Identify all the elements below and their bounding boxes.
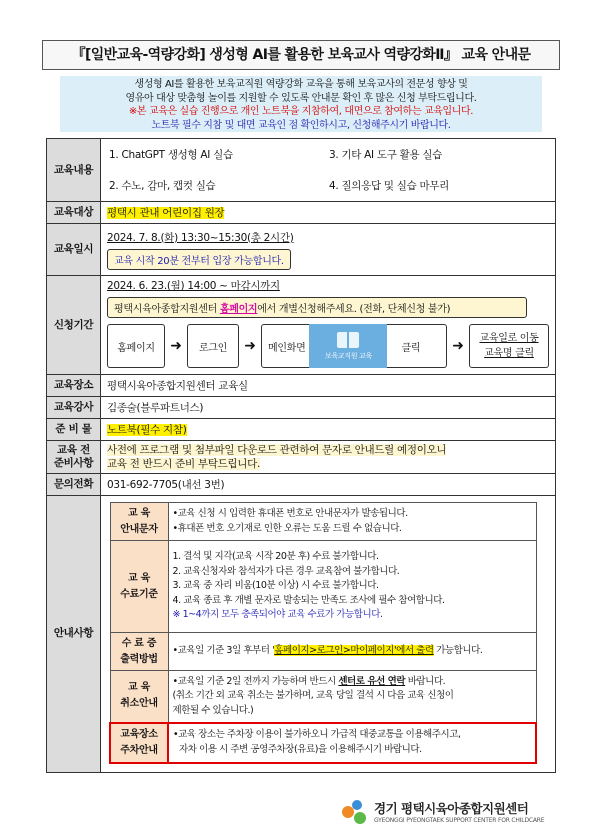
prep-line-1-text: 사전에 프로그램 및 첨부파일 다운로드 관련하여 문자로 안내드릴 예정이오니 [107,444,447,456]
content-item-2: 2. 수노, 감마, 캡컷 실습 [109,180,216,192]
notice-sms [110,503,536,541]
footer-center-name: 경기 평택시육아종합지원센터 [374,800,529,816]
notice-sms-line-2: •휴대폰 번호 오기재로 인한 오류는 도움 드릴 수 없습니다. [172,522,402,534]
intro-line-3 [60,105,542,119]
completion-line-3: 3. 교육 중 자리 비움(10분 이상) 시 수료 불가합니다. [172,580,379,592]
flow-step-end [469,324,549,368]
arrow-icon: ➜ [244,338,256,354]
apply-note [107,297,527,318]
center-logo-icon [340,796,370,826]
supplies-value: 노트북(필수 지참) [107,424,187,436]
notice-completion-label-1: 교 육 [128,572,150,584]
parking-line-1: •교육 장소는 주차장 이용이 불가하오니 가급적 대중교통을 이용해주시고, [173,729,461,740]
apply-flow [107,324,549,368]
label-prep-2: 준비사항 [53,457,94,469]
completion-line-1: 1. 결석 및 지각(교육 시작 20분 후) 수료 불가합니다. [172,551,379,563]
homepage-link[interactable]: 홈페이지 [219,304,258,315]
cancel-line-1 [173,675,532,690]
apply-period: 2024. 6. 23.(월) 14:00 ~ 마감시까지 [107,280,280,292]
flow-end-line-1: 교육일로 이동 [479,333,539,344]
arrow-icon: ➜ [452,338,464,354]
prep-line-2 [107,457,549,471]
prep-line-2-text: 교육 전 반드시 준비 부탁드립니다. [107,458,260,470]
place-value: 평택시육아종합지원센터 교육실 [101,375,556,397]
flow-step-main-label: 메인화면 [268,342,306,354]
arrow-icon: ➜ [170,338,182,354]
content-list [107,141,549,199]
label-contact: 문의전화 [47,474,101,496]
row-contact [47,474,556,496]
notice-parking-label [110,723,168,763]
cancel-line-3: 제한될 수 있습니다.) [172,704,254,716]
flow-step-main [261,324,447,368]
contact-value: 031-692-7705(내선 3번) [101,474,556,496]
label-target: 교육대상 [47,202,101,224]
datetime-note: 교육 시작 20분 전부터 입장 가능합니다. [107,249,291,270]
parking-line-2: 자차 이용 시 주변 공영주차장(유료)을 이용해주시기 바랍니다. [179,743,422,755]
childcare-staff-education-banner [309,324,387,368]
notice-sms-label-1: 교 육 [128,507,150,519]
certificate-prefix: •교육일 기준 3일 후부터 ' [172,645,275,657]
flow-step-click: 클릭 [401,342,421,354]
notice-sms-label [110,503,168,541]
label-lecturer: 교육강사 [47,397,101,419]
intro-line-1: 생성형 AI를 활용한 보육교직원 역량강화 교육을 통해 보육교사의 전문성 향상 및 [134,79,468,90]
intro-line-4: 노트북 필수 지참 및 대면 교육인 점 확인하시고, 신청해주시기 바랍니다. [151,119,451,131]
target-value: 평택시 관내 어린이집 원장 [107,207,225,219]
label-datetime: 교육일시 [47,224,101,276]
info-table [46,138,556,773]
notice-parking-label-2: 주차안내 [120,744,158,756]
notice-certificate-label-2: 출력방법 [120,653,158,665]
content-item-4: 4. 질의응답 및 실습 마무리 [329,180,449,192]
notice-sms-label-2: 안내문자 [120,523,158,535]
completion-line-2: 2. 교육신청자와 참석자가 다른 경우 교육참여 불가합니다. [172,565,400,577]
label-prep-1: 교육 전 [57,444,90,456]
notice-certificate-label [110,633,168,671]
intro-line-3-prefix: ※본 교육은 실습 진행으로 [128,106,241,117]
label-supplies: 준 비 물 [47,419,101,441]
certificate-suffix: 가능합니다. [433,645,483,657]
label-notice: 안내사항 [47,496,101,773]
notice-cancel [110,671,536,723]
notice-parking [110,723,536,763]
row-lecturer [47,397,556,419]
cancel-line-2: (취소 기간 외 교육 취소는 불가하며, 교육 당일 결석 시 다음 교육 신청이 [172,690,454,701]
datetime-value: 2024. 7. 8.(화) 13:30~15:30(총 2시간) [107,231,294,244]
notice-parking-label-1: 교육장소 [120,728,158,740]
cancel-line-1-suffix: 바랍니다. [405,675,446,687]
prep-line-1 [107,443,549,457]
cancel-highlight: 센터로 유선 연락 [338,675,406,687]
footer-center-sub: GYEONGGI PYEONGTAEK SUPPORT CENTER FOR CHILDCARE [374,816,545,824]
row-target [47,202,556,224]
book-icon [337,332,359,348]
row-supplies [47,419,556,441]
label-place: 교육장소 [47,375,101,397]
notice-cancel-label-1: 교 육 [128,682,150,694]
lecturer-value: 김종술(블루파트너스) [101,397,556,419]
certificate-highlight: 홈페이지>로그인>마이페이지'에서 출력 [274,645,434,657]
content-item-1: 1. ChatGPT 생성형 AI 실습 [109,149,233,161]
notice-cancel-label-2: 취소안내 [120,698,158,710]
notice-sms-line-1: •교육 신청 시 입력한 휴대폰 번호로 안내문자가 발송됩니다. [172,508,408,519]
row-notice [47,496,556,773]
row-place [47,375,556,397]
flow-step-homepage: 홈페이지 [107,324,165,368]
label-prep [47,441,101,474]
intro-box [60,76,542,132]
content-item-3: 3. 기타 AI 도구 활용 실습 [329,149,443,161]
intro-line-3-red: 개인 노트북을 지참하여, 대면으로 참여하는 교육입니다. [240,106,474,117]
notice-certificate [110,633,536,671]
notice-certificate-label-1: 수 료 증 [121,637,157,649]
notice-completion [110,541,536,633]
footer-logo [340,794,544,828]
notice-completion-label-2: 수료기준 [120,588,158,600]
flow-step-login: 로그인 [187,324,239,368]
completion-line-4: 4. 교육 종료 후 개별 문자로 발송되는 만족도 조사에 필수 참여합니다. [172,594,445,606]
notice-cancel-label [110,671,168,723]
row-apply [47,276,556,375]
notice-table [109,502,537,764]
row-content [47,139,556,202]
row-prep [47,441,556,474]
label-content: 교육내용 [47,139,101,202]
apply-note-suffix: 에서 개별신청해주세요. (전화, 단체신청 불가) [257,304,451,315]
completion-line-5: ※ 1~4까지 모두 충족되어야 교육 수료가 가능합니다. [172,609,383,621]
row-datetime [47,224,556,276]
label-apply: 신청기간 [47,276,101,375]
notice-completion-label [110,541,168,633]
apply-note-prefix: 평택시육아종합지원센터 [114,304,220,315]
cancel-line-1-prefix: •교육일 기준 2일 전까지 가능하며 반드시 [172,675,339,687]
flow-end-line-2: 교육명 클릭 [484,348,534,359]
page-title: 『[일반교육-역량강화] 생성형 AI를 활용한 보육교사 역량강화Ⅱ』 교육 안내문 [42,40,560,70]
intro-line-2: 영유아 대상 맞춤형 놀이를 지원할 수 있도록 안내문 확인 후 많은 신청 부탁드립니다. [125,92,477,104]
banner-caption: 보육교직원 교육 [324,351,373,360]
